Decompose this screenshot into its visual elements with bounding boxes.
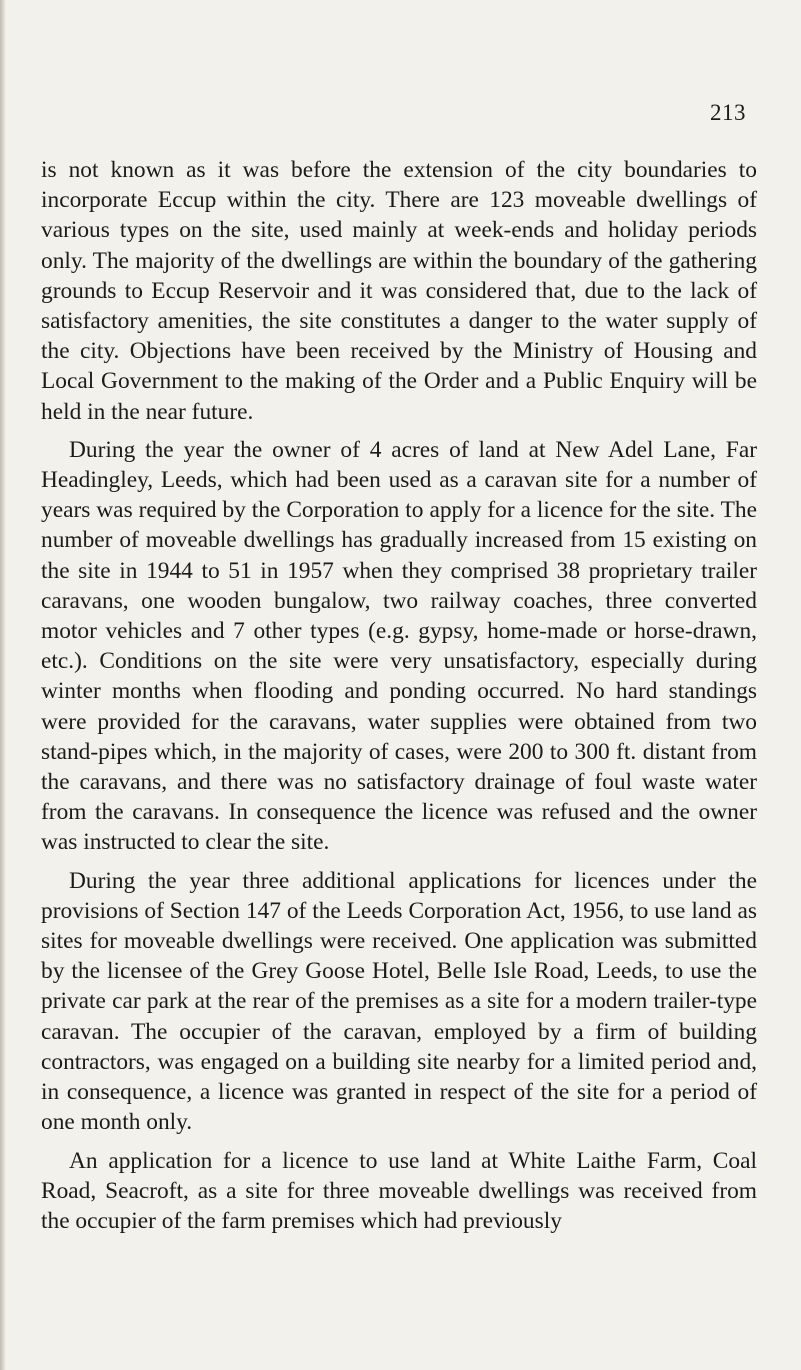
page-edge-shadow bbox=[0, 0, 6, 1370]
paragraph-additional-applications: During the year three additional applications for licences under the provisions of Section 147 of the Leeds Corporation Act, 1956, to use land as sites for moveable dwellings were received. One application was submitted by the licensee of the Grey Goose Hotel, Belle Isle Road, Leeds, to use the private car park at the rear of the premises as a site for a modern trailer-type caravan. The occupier of the caravan, employed by a firm of building contractors, was engaged on a building site nearby for a limited period and, in consequence, a licence was granted in respect of the site for a period of one month only. bbox=[41, 867, 757, 1136]
page-number: 213 bbox=[710, 100, 746, 125]
paragraph-white-laithe-farm: An application for a licence to use land at White Laithe Farm, Coal Road, Seacroft, as a site for three moveable dwellings was received from the occupier of the farm premises which had previously bbox=[41, 1147, 757, 1234]
body-text bbox=[41, 155, 757, 1244]
paragraph-new-adel-lane: During the year the owner of 4 acres of land at New Adel Lane, Far Headingley, Leeds, which had been used as a caravan site for a number of years was required by the Corporation to apply for a licence for the site. The number of moveable dwellings has gradually increased from 15 existing on the site in 1944 to 51 in 1957 when they comprised 38 proprietary trailer caravans, one wooden bungalow, two railway coaches, three converted motor vehicles and 7 other types (e.g. gypsy, home-made or horse-drawn, etc.). Conditions on the site were very unsatisfactory, especially during winter months when flooding and ponding occurred. No hard standings were provided for the caravans, water supplies were obtained from two stand-pipes which, in the majority of cases, were 200 to 300 ft. distant from the caravans, and there was no satisfactory drainage of foul waste water from the caravans. In consequence the licence was refused and the owner was instructed to clear the site. bbox=[41, 436, 757, 856]
paragraph-eccup-continued: is not known as it was before the extension of the city boundaries to incorporate Eccup within the city. There are 123 moveable dwellings of various types on the site, used mainly at week-ends and holiday periods only. The majority of the dwellings are within the boundary of the gathering grounds to Eccup Reservoir and it was considered that, due to the lack of satisfactory amenities, the site constitutes a danger to the water supply of the city. Objections have been received by the Ministry of Housing and Local Government to the making of the Order and a Public Enquiry will be held in the near future. bbox=[41, 157, 757, 425]
